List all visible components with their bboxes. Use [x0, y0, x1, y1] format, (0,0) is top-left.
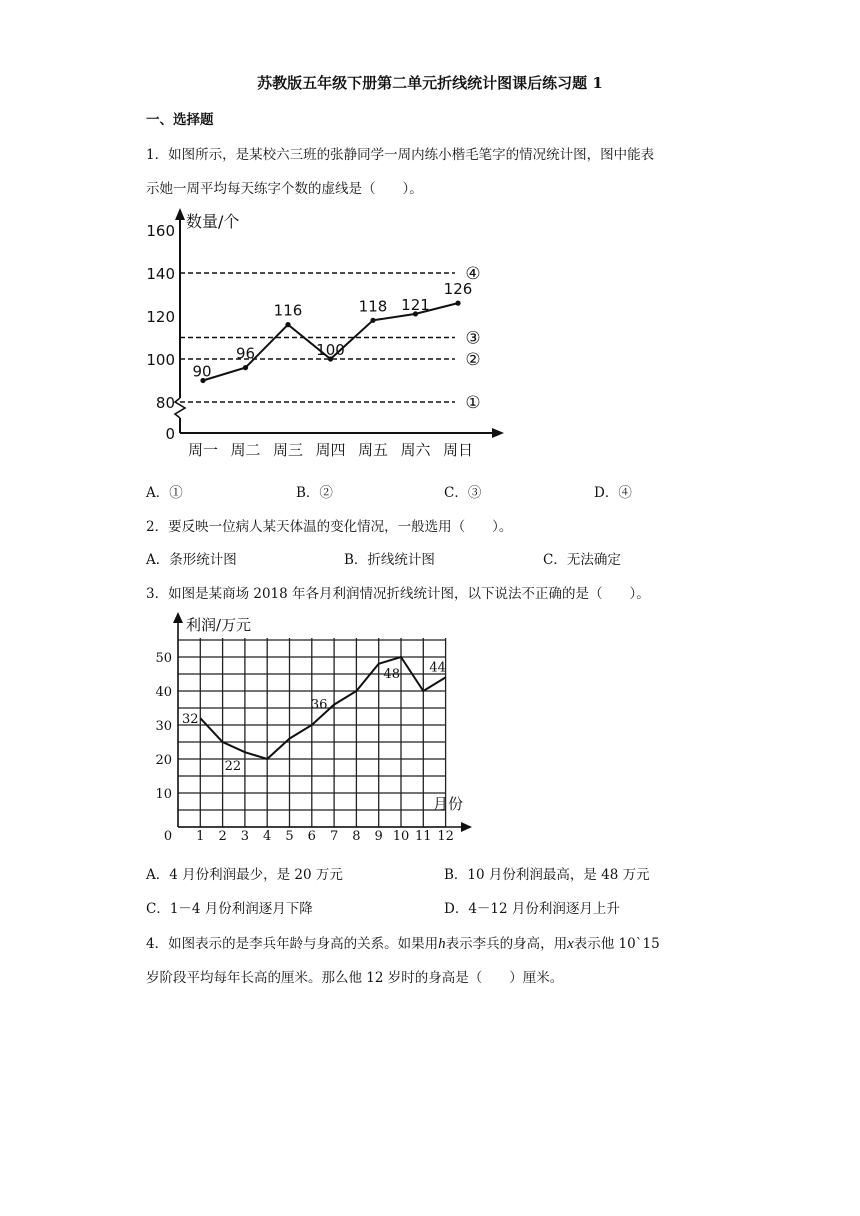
axis-break-mark: [175, 398, 185, 418]
q2-text: 2．要反映一位病人某天体温的变化情况，一般选用（ ）。: [146, 519, 513, 535]
reference-line-label: ③: [465, 328, 481, 349]
y-tick-label: 0: [165, 425, 175, 443]
x-tick-label: 12: [437, 829, 454, 844]
x-tick-label: 3: [240, 829, 250, 844]
q4-text-a: 4．如图表示的是李兵年龄与身高的关系。如果用: [146, 936, 439, 952]
x-tick-label: 9: [374, 829, 383, 844]
q1-option-d[interactable]: D．④: [594, 485, 632, 501]
y-axis-arrow: [175, 208, 185, 220]
y-tick-label: 120: [146, 308, 175, 326]
data-label: 36: [310, 697, 328, 713]
q1-option-a[interactable]: A．①: [146, 485, 183, 501]
page-title: 苏教版五年级下册第二单元折线统计图课后练习题 1: [257, 74, 603, 92]
origin-label: 0: [163, 829, 173, 844]
variable-x: x: [567, 936, 574, 952]
q4-text-b: 表示李兵的身高，用: [445, 936, 568, 952]
q1-option-c[interactable]: C．③: [444, 485, 482, 501]
y-tick-label: 140: [146, 265, 175, 283]
x-axis-arrow: [461, 822, 472, 832]
y-axis-arrow: [173, 612, 183, 623]
y-tick-label: 20: [155, 753, 172, 768]
data-label: 90: [192, 362, 212, 381]
x-tick-label: 8: [352, 829, 361, 844]
reference-line-label: ②: [465, 350, 481, 370]
x-tick-label: 11: [415, 829, 432, 844]
q2-option-b[interactable]: B．折线统计图: [344, 552, 435, 568]
q3-option-b[interactable]: B．10 月份利润最高，是 48 万元: [444, 867, 650, 883]
x-tick-label: 周二: [230, 441, 261, 459]
reference-line-label: ①: [465, 393, 481, 413]
variable-h: h: [438, 936, 446, 952]
data-label: 121: [401, 295, 430, 314]
x-axis-arrow: [492, 428, 504, 438]
q3-option-a[interactable]: A．4 月份利润最少，是 20 万元: [146, 867, 343, 883]
x-tick-label: 5: [285, 829, 294, 844]
q1-text-line2: 示她一周平均每天练字个数的虚线是（ ）。: [146, 181, 423, 197]
x-tick-label: 4: [263, 829, 272, 844]
x-tick-label: 1: [196, 829, 205, 844]
x-tick-label: 6: [307, 829, 316, 844]
data-label: 126: [443, 280, 473, 299]
data-label: 116: [273, 301, 303, 320]
y-tick-label: 160: [146, 222, 175, 240]
x-tick-label: 2: [218, 829, 227, 844]
x-tick-label: 周六: [400, 441, 431, 459]
reference-line-label: ④: [465, 264, 481, 284]
q4-text-line2: 岁阶段平均每年长高的厘米。那么他 12 岁时的身高是（ ）厘米。: [146, 970, 564, 986]
q4-text-line1: [146, 932, 660, 953]
weekly-practice-chart: [140, 200, 520, 465]
data-label: 100: [316, 341, 345, 359]
q3-option-c[interactable]: C．1－4 月份利润逐月下降: [146, 901, 313, 917]
data-label: 44: [429, 660, 446, 676]
data-point: [455, 301, 460, 306]
x-tick-label: 周三: [272, 441, 304, 459]
x-axis-title: 月份: [432, 795, 464, 813]
q2-option-c[interactable]: C．无法确定: [543, 552, 621, 568]
y-axis-title: 数量/个: [186, 212, 240, 231]
q3-option-d[interactable]: D．4－12 月份利润逐月上升: [444, 901, 620, 917]
section-heading: 一、选择题: [146, 112, 214, 128]
x-tick-label: 周四: [315, 441, 346, 459]
data-label: 118: [358, 297, 388, 316]
y-tick-label: 50: [155, 651, 172, 666]
data-point: [370, 318, 375, 323]
x-tick-label: 10: [392, 829, 410, 844]
q1-option-b[interactable]: B．②: [296, 485, 333, 501]
x-tick-label: 7: [329, 829, 339, 844]
monthly-profit-chart: [150, 608, 490, 848]
x-tick-label: 周五: [357, 441, 389, 459]
data-label: 96: [235, 344, 256, 363]
data-label: 32: [182, 712, 199, 728]
y-tick-label: 10: [155, 787, 172, 802]
y-tick-label: 100: [146, 351, 175, 369]
x-tick-label: 周一: [187, 441, 219, 459]
data-label: 48: [383, 666, 400, 682]
q2-option-a[interactable]: A．条形统计图: [146, 552, 237, 568]
x-tick-label: 周日: [442, 441, 474, 459]
q4-text-c: 表示他 10`15: [573, 936, 660, 952]
data-point: [243, 365, 248, 370]
data-point: [285, 322, 290, 327]
y-tick-label: 80: [155, 394, 175, 412]
q1-text-line1: 1．如图所示，是某校六三班的张静同学一周内练小楷毛笔字的情况统计图，图中能表: [146, 147, 655, 163]
y-tick-label: 30: [155, 719, 172, 734]
y-axis-title: 利润/万元: [186, 616, 252, 634]
q3-text: 3．如图是某商场 2018 年各月利润情况折线统计图，以下说法不正确的是（ ）。: [146, 586, 650, 602]
data-label: 22: [224, 759, 242, 775]
y-tick-label: 40: [155, 685, 172, 700]
